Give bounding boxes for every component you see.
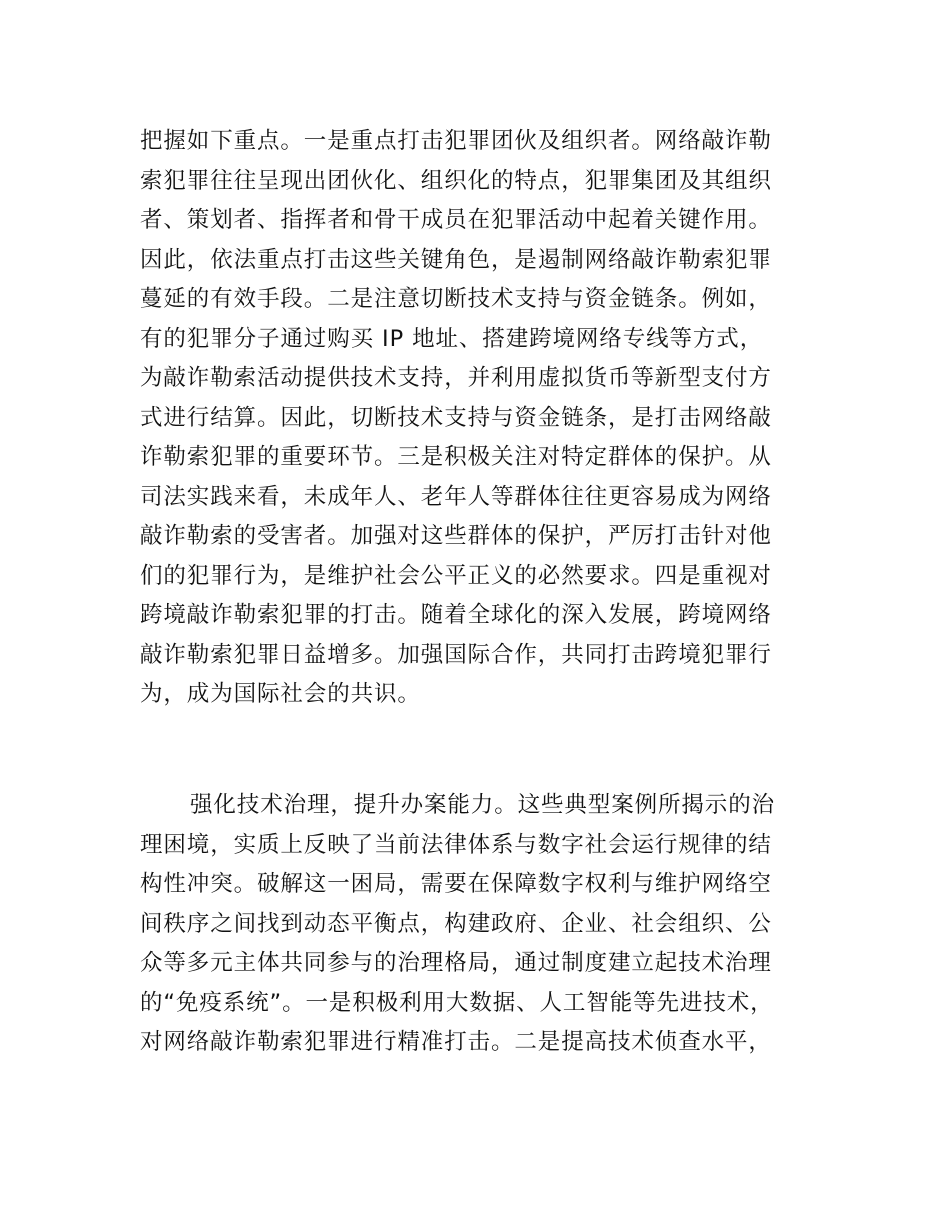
text-line: 理困境，实质上反映了当前法律体系与数字社会运行规律的结: [140, 831, 772, 858]
text-line: 敲诈勒索犯罪日益增多。加强国际合作，共同打击跨境犯罪行: [140, 641, 772, 668]
text-line: 索犯罪往往呈现出团伙化、组织化的特点，犯罪集团及其组织: [140, 167, 772, 194]
text-line: 因此，依法重点打击这些关键角色，是遏制网络敲诈勒索犯罪: [140, 246, 772, 273]
text-line: 为，成为国际社会的共识。: [140, 681, 421, 707]
paragraph-2: [140, 786, 840, 1063]
text-line: 对网络敲诈勒索犯罪进行精准打击。二是提高技术侦查水平，: [140, 1029, 772, 1055]
text-line: 强化技术治理，提升办案能力。这些典型案例所揭示的治: [190, 792, 776, 818]
text-line: 有的犯罪分子通过购买 IP 地址、搭建跨境网络专线等方式，: [140, 325, 764, 352]
text-line: 蔓延的有效手段。二是注意切断技术支持与资金链条。例如，: [140, 286, 772, 312]
text-line: 式进行结算。因此，切断技术支持与资金链条，是打击网络敲: [140, 404, 772, 431]
text-line: 的“免疫系统”。一是积极利用大数据、人工智能等先进技术，: [140, 989, 774, 1016]
text-line: 敲诈勒索的受害者。加强对这些群体的保护，严厉打击针对他: [140, 523, 772, 549]
text-line: 司法实践来看，未成年人、老年人等群体往往更容易成为网络: [140, 483, 772, 510]
text-line: 众等多元主体共同参与的治理格局，通过制度建立起技术治理: [140, 950, 772, 976]
text-line: 为敲诈勒索活动提供技术支持，并利用虚拟货币等新型支付方: [140, 365, 772, 391]
text-line: 把握如下重点。一是重点打击犯罪团伙及组织者。网络敲诈勒: [140, 128, 772, 154]
text-line: 们的犯罪行为，是维护社会公平正义的必然要求。四是重视对: [140, 562, 772, 589]
paragraph-1: [140, 122, 840, 715]
text-line: 者、策划者、指挥者和骨干成员在犯罪活动中起着关键作用。: [140, 207, 772, 233]
text-line: 间秩序之间找到动态平衡点，构建政府、企业、社会组织、公: [140, 910, 772, 937]
text-line: 构性冲突。破解这一困局，需要在保障数字权利与维护网络空: [140, 871, 772, 897]
text-line: 跨境敲诈勒索犯罪的打击。随着全球化的深入发展，跨境网络: [140, 602, 772, 628]
text-line: 诈勒索犯罪的重要环节。三是积极关注对特定群体的保护。从: [140, 444, 772, 470]
